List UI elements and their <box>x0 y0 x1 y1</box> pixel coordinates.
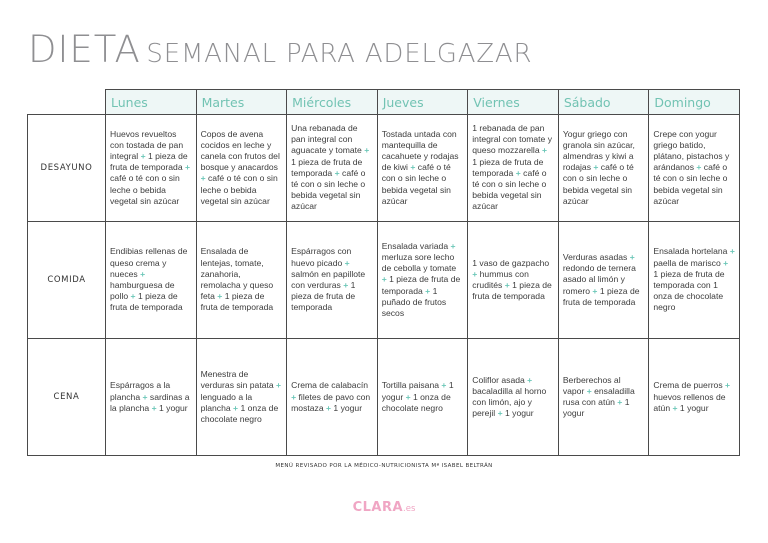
menu-item: Menestra de verduras sin patata <box>200 369 274 391</box>
menu-cell <box>377 115 468 222</box>
plus-icon: + <box>140 391 150 402</box>
menu-cell <box>468 221 559 339</box>
menu-item: 1 yogur <box>381 380 454 402</box>
menu-item: café o té con o sin leche o bebida vegetal sin azúcar <box>291 167 366 212</box>
menu-item: café o té con o sin leche o bebida vegetal sin azúcar <box>110 173 180 206</box>
meal-label <box>28 221 106 339</box>
plus-icon: + <box>291 391 299 402</box>
menu-item: 1 yogur <box>679 402 709 413</box>
menu-item: 1 yogur <box>333 402 363 413</box>
menu-item: paella de marisco <box>653 257 721 268</box>
meal-row-desayuno <box>28 115 740 222</box>
menu-item: 1 pieza de fruta de temporada con 1 onza de chocolate negro <box>653 268 725 313</box>
menu-item: 1 pieza de fruta de temporada <box>472 156 544 178</box>
menu-item: Huevos revueltos con tostada de pan integral <box>110 128 184 161</box>
plus-icon: + <box>422 285 433 296</box>
plus-icon: + <box>361 145 370 156</box>
logo-tld: .es <box>403 504 416 514</box>
menu-item: bacaladilla al horno con limón, ajo y perejil <box>472 385 547 419</box>
day-header: Sábado <box>558 90 649 115</box>
plus-icon: + <box>273 380 282 391</box>
menu-cell <box>558 221 649 339</box>
plus-icon: + <box>448 240 456 251</box>
menu-cell <box>196 221 287 339</box>
day-header: Lunes <box>106 90 197 115</box>
menu-item: lenguado a la plancha <box>200 391 253 413</box>
meal-label-text: COMIDA <box>47 274 86 285</box>
plus-icon: + <box>230 402 241 413</box>
menu-item: Crema de puerros <box>653 380 723 391</box>
day-header: Martes <box>196 90 287 115</box>
menu-cell <box>558 115 649 222</box>
menu-item: 1 pieza de fruta de temporada <box>472 279 552 302</box>
plus-icon: + <box>495 408 505 419</box>
plus-icon: + <box>591 162 601 173</box>
plus-icon: + <box>513 167 524 178</box>
menu-item: Verduras asadas <box>562 251 628 262</box>
menu-cell <box>287 339 378 456</box>
menu-item: Yogur griego con granola sin azúcar, almendras y kiwi a rodajas <box>562 128 635 173</box>
menu-item: ensaladilla rusa con atún <box>562 385 635 408</box>
plus-icon: + <box>694 162 704 173</box>
plus-icon: + <box>340 279 351 290</box>
menu-item: huevos rellenos de atún <box>653 391 726 413</box>
menu-item: 1 pieza de fruta de temporada <box>381 274 461 296</box>
menu-item: café o té con o sin leche o bebida vegetal sin azúcar <box>653 162 728 206</box>
plus-icon: + <box>439 380 449 391</box>
menu-item: 1 yogur <box>158 402 188 413</box>
menu-item: café o té con o sin leche o bebida vegetal sin azúcar <box>200 173 278 206</box>
title-word-dieta: DIETA <box>28 28 141 71</box>
menu-item: filetes de pavo con mostaza <box>291 391 371 413</box>
meal-label <box>28 339 106 456</box>
meal-row-comida <box>28 221 740 339</box>
menu-item: sardinas a la plancha <box>110 391 190 413</box>
plus-icon: + <box>332 167 343 178</box>
day-header-row <box>28 90 740 115</box>
menu-item: Ensalada de lentejas, tomate, zanahoria, remolacha y queso feta <box>200 246 274 302</box>
day-header: Miércoles <box>287 90 378 115</box>
menu-cell <box>196 339 287 456</box>
menu-item: 1 yogur <box>562 397 630 419</box>
plus-icon: + <box>727 246 735 257</box>
page-title <box>28 28 532 71</box>
plus-icon: + <box>214 291 225 302</box>
menu-item: 1 puñado de frutos secos <box>381 285 447 318</box>
weekly-diet-table <box>27 89 740 456</box>
menu-item: 1 pieza de fruta de temporada <box>291 156 363 178</box>
menu-item: café o té con o sin leche o bebida vegetal sin azúcar <box>562 162 634 206</box>
menu-item: 1 rebanada de pan integral con tomate y queso mozzarella <box>472 123 553 156</box>
plus-icon: + <box>128 291 138 302</box>
menu-item: Espárragos con huevo picado <box>291 246 352 268</box>
menu-item: Tortilla paisana <box>381 380 440 391</box>
menu-item: salmón en papillote con verduras <box>291 268 366 290</box>
menu-cell <box>377 339 468 456</box>
menu-item: 1 pieza de fruta de temporada <box>200 291 274 313</box>
menu-item: Copos de avena cocidos en leche y canela con frutos del bosque y anacardos <box>200 128 280 173</box>
menu-cell <box>196 115 287 222</box>
plus-icon: + <box>323 402 334 413</box>
menu-item: Coliflor asada <box>472 374 525 385</box>
menu-cell <box>106 339 197 456</box>
menu-cell <box>649 115 740 222</box>
plus-icon: + <box>590 285 600 296</box>
menu-item: Crepe con yogur griego batido, plátano, pistachos y arándanos <box>653 128 730 173</box>
menu-item: Espárragos a la plancha <box>110 380 171 402</box>
day-header: Domingo <box>649 90 740 115</box>
menu-cell <box>468 115 559 222</box>
plus-icon: + <box>524 374 533 385</box>
menu-cell <box>287 221 378 339</box>
logo-brand: CLARA <box>352 500 404 515</box>
menu-item: 1 onza de chocolate negro <box>200 402 279 424</box>
plus-icon: + <box>403 391 413 402</box>
plus-icon: + <box>407 162 418 173</box>
plus-icon: + <box>539 145 548 156</box>
plus-icon: + <box>614 397 625 408</box>
menu-item: 1 vaso de gazpacho <box>472 257 550 268</box>
table-corner <box>28 90 106 115</box>
menu-item: Berberechos al vapor <box>562 374 621 396</box>
menu-item: café o té con o sin leche o bebida vegetal sin azúcar <box>472 167 547 212</box>
menu-item: 1 pieza de fruta de temporada <box>562 285 640 307</box>
menu-item: 1 pieza de fruta de temporada <box>110 151 188 173</box>
menu-item: Una rebanada de pan integral con aguacate y tomate <box>291 123 362 156</box>
plus-icon: + <box>584 385 595 396</box>
menu-item: Ensalada hortelana <box>653 246 728 257</box>
meal-row-cena <box>28 339 740 456</box>
menu-cell <box>377 221 468 339</box>
title-subtitle: SEMANAL PARA ADELGAZAR <box>146 39 533 69</box>
menu-cell <box>468 339 559 456</box>
plus-icon: + <box>502 279 513 290</box>
plus-icon: + <box>627 251 635 262</box>
menu-item: Endibias rellenas de queso crema y nueces <box>110 246 188 279</box>
menu-item: redondo de ternera asado al limón y romero <box>562 263 636 296</box>
menu-item: merluza sore lecho de cebolla y tomate <box>381 251 457 274</box>
menu-cell <box>106 221 197 339</box>
menu-item: 1 pieza de fruta de temporada <box>110 291 183 313</box>
reviewed-by-note: MENÚ REVISADO POR LA MÉDICO-NUTRICIONISTA Mª ISABEL BELTRÁN <box>275 463 493 469</box>
menu-cell <box>649 221 740 339</box>
plus-icon: + <box>720 257 729 268</box>
plus-icon: + <box>182 162 191 173</box>
menu-item: 1 yogur <box>504 408 534 419</box>
menu-item: hamburguesa de pollo <box>110 279 175 302</box>
day-header: Jueves <box>377 90 468 115</box>
meal-label <box>28 115 106 222</box>
menu-item: Crema de calabacín <box>291 380 369 391</box>
plus-icon: + <box>138 151 148 161</box>
menu-item: 1 onza de chocolate negro <box>381 391 451 413</box>
plus-icon: + <box>472 268 480 279</box>
plus-icon: + <box>342 257 350 268</box>
meal-label-text: CENA <box>53 392 80 403</box>
plus-icon: + <box>722 380 731 391</box>
menu-item: 1 pieza de fruta de temporada <box>291 279 356 313</box>
menu-cell <box>287 115 378 222</box>
plus-icon: + <box>149 402 159 413</box>
plus-icon: + <box>200 173 208 184</box>
plus-icon: + <box>381 274 390 285</box>
menu-item: Tostada untada con mantequilla de cacahuete y rodajas de kiwi <box>381 128 459 173</box>
clara-logo <box>0 496 768 515</box>
menu-cell <box>106 115 197 222</box>
menu-item: hummus con crudités <box>472 268 529 290</box>
menu-item: Ensalada variada <box>381 240 449 251</box>
menu-cell <box>558 339 649 456</box>
day-header: Viernes <box>468 90 559 115</box>
plus-icon: + <box>137 268 146 279</box>
plus-icon: + <box>670 402 680 413</box>
menu-cell <box>649 339 740 456</box>
meal-label-text: DESAYUNO <box>40 162 93 173</box>
menu-item: café o té con o sin leche o bebida vegetal sin azúcar <box>381 162 451 206</box>
